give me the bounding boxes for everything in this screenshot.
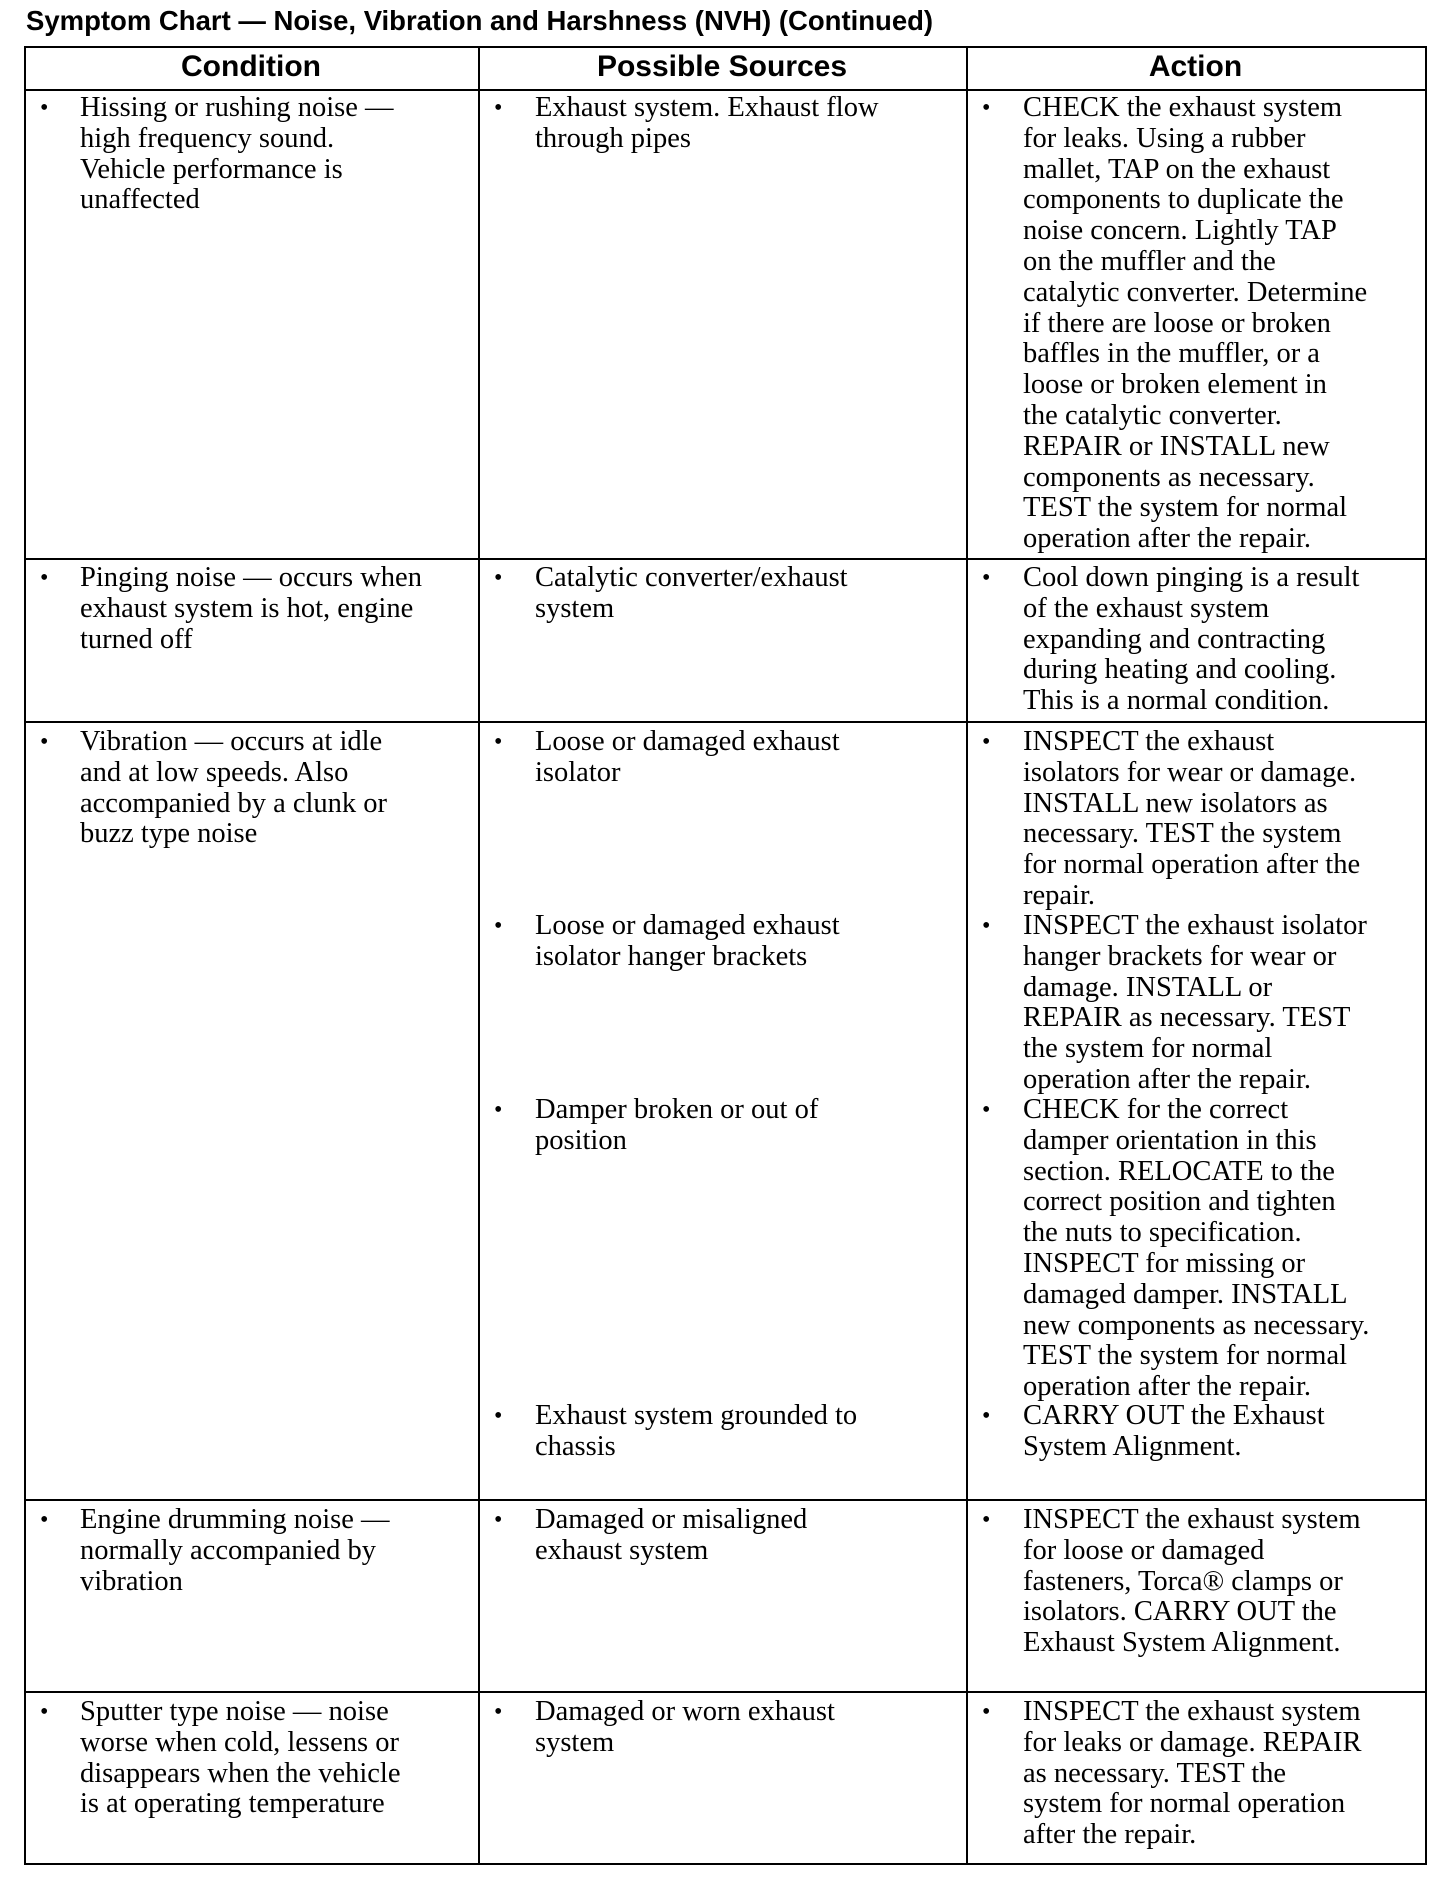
action-text-line: on the muffler and the	[1023, 246, 1276, 277]
source-text-line: system	[535, 592, 615, 624]
action-text-line: for loose or damaged	[1023, 1534, 1265, 1566]
action-text-line: expanding and contracting	[1023, 623, 1326, 655]
condition-text-line: worse when cold, lessens or	[80, 1726, 399, 1758]
action-text-line: as necessary. TEST the	[1023, 1757, 1287, 1789]
condition-text-line: normally accompanied by	[80, 1534, 376, 1566]
action-text-line: mallet, TAP on the exhaust	[1023, 153, 1331, 185]
action-text-line: correct position and tighten	[1023, 1186, 1336, 1218]
column-border-2	[966, 46, 968, 1865]
source-text-line: isolator hanger brackets	[535, 940, 808, 972]
action-text-line: TEST the system for normal	[1023, 492, 1348, 524]
action-text-line: for leaks or damage. REPAIR	[1023, 1726, 1362, 1758]
bullet-icon: •	[982, 1507, 991, 1533]
bullet-icon: •	[494, 565, 503, 591]
condition-text-line: accompanied by a clunk or	[80, 787, 388, 819]
source-text-line: through pipes	[535, 122, 691, 154]
source-text-line: isolator	[535, 756, 621, 788]
condition-text-line: buzz type noise	[80, 818, 258, 850]
condition-text-line: turned off	[80, 623, 193, 655]
action-text-line: INSPECT the exhaust system	[1023, 1696, 1361, 1727]
bullet-icon: •	[40, 729, 49, 755]
row-border-3	[24, 1499, 1427, 1501]
action-text-line: INSPECT the exhaust isolator	[1023, 910, 1367, 941]
source-text-line: Exhaust system. Exhaust flow	[535, 92, 879, 123]
column-border-3	[1425, 46, 1427, 1865]
action-text-line: repair.	[1023, 880, 1096, 911]
action-text-line: components as necessary.	[1023, 461, 1315, 493]
action-text-line: damper orientation in this	[1023, 1124, 1317, 1156]
row-border-2	[24, 721, 1427, 723]
bullet-icon: •	[494, 1403, 503, 1429]
condition-text-line: Pinging noise — occurs when	[80, 562, 422, 593]
action-text-line: REPAIR as necessary. TEST	[1023, 1002, 1351, 1034]
action-text-line: operation after the repair.	[1023, 1064, 1312, 1095]
action-text-line: CARRY OUT the Exhaust	[1023, 1400, 1325, 1431]
action-text-line: if there are loose or broken	[1023, 307, 1331, 339]
action-text-line: for leaks. Using a rubber	[1023, 122, 1306, 154]
action-text-line: catalytic converter. Determine	[1023, 276, 1368, 308]
column-border-1	[478, 46, 480, 1865]
action-text-line: of the exhaust system	[1023, 592, 1270, 624]
source-text-line: Loose or damaged exhaust	[535, 726, 840, 757]
bullet-icon: •	[494, 1699, 503, 1725]
bullet-icon: •	[494, 1507, 503, 1533]
source-text-line: Damper broken or out of	[535, 1094, 819, 1125]
action-text-line: after the repair.	[1023, 1819, 1197, 1851]
bullet-icon: •	[494, 913, 503, 939]
bullet-icon: •	[982, 1699, 991, 1725]
row-border-4	[24, 1691, 1427, 1693]
action-text-line: section. RELOCATE to the	[1023, 1155, 1335, 1187]
bullet-icon: •	[982, 729, 991, 755]
condition-text-line: unaffected	[80, 184, 200, 216]
column-border-0	[24, 46, 26, 1865]
action-text-line: the catalytic converter.	[1023, 400, 1282, 431]
condition-text-line: Hissing or rushing noise —	[80, 92, 394, 123]
action-text-line: Cool down pinging is a result	[1023, 562, 1360, 593]
bullet-icon: •	[40, 565, 49, 591]
source-text-line: Damaged or worn exhaust	[535, 1696, 835, 1727]
bullet-icon: •	[494, 729, 503, 755]
condition-text-line: and at low speeds. Also	[80, 756, 349, 788]
action-text-line: loose or broken element in	[1023, 369, 1327, 401]
condition-text-line: disappears when the vehicle	[80, 1757, 401, 1789]
condition-text-line: Engine drumming noise —	[80, 1504, 390, 1535]
action-text-line: CHECK for the correct	[1023, 1094, 1289, 1125]
action-text-line: INSTALL new isolators as	[1023, 787, 1328, 819]
action-text-line: hanger brackets for wear or	[1023, 940, 1337, 972]
action-text-line: operation after the repair.	[1023, 523, 1312, 555]
action-text-line: TEST the system for normal	[1023, 1340, 1348, 1372]
action-text-line: operation after the repair.	[1023, 1371, 1312, 1403]
action-text-line: isolators. CARRY OUT the	[1023, 1596, 1337, 1628]
condition-text-line: Sputter type noise — noise	[80, 1696, 389, 1727]
action-text-line: fasteners, Torca® clamps or	[1023, 1565, 1343, 1597]
action-text-line: system for normal operation	[1023, 1788, 1346, 1820]
action-text-line: noise concern. Lightly TAP	[1023, 215, 1337, 247]
bullet-icon: •	[982, 95, 991, 121]
bullet-icon: •	[982, 913, 991, 939]
source-text-line: system	[535, 1726, 615, 1758]
action-text-line: the system for normal	[1023, 1033, 1273, 1065]
bullet-icon: •	[982, 565, 991, 591]
bullet-icon: •	[40, 95, 49, 121]
source-text-line: Exhaust system grounded to	[535, 1400, 858, 1431]
action-text-line: necessary. TEST the system	[1023, 818, 1342, 850]
action-text-line: Exhaust System Alignment.	[1023, 1627, 1341, 1659]
source-text-line: Damaged or misaligned	[535, 1504, 808, 1535]
action-text-line: INSPECT the exhaust system	[1023, 1504, 1361, 1535]
bullet-icon: •	[494, 95, 503, 121]
action-text-line: REPAIR or INSTALL new	[1023, 430, 1330, 462]
source-text-line: Loose or damaged exhaust	[535, 910, 840, 941]
bullet-icon: •	[982, 1097, 991, 1123]
action-text-line: baffles in the muffler, or a	[1023, 338, 1320, 370]
bullet-icon: •	[40, 1699, 49, 1725]
condition-text-line: vibration	[80, 1565, 183, 1597]
page-title: Symptom Chart — Noise, Vibration and Harshness (NVH) (Continued)	[26, 5, 934, 36]
bullet-icon: •	[494, 1097, 503, 1123]
action-text-line: isolators for wear or damage.	[1023, 756, 1357, 788]
header-action: Action	[1148, 50, 1243, 83]
bullet-icon: •	[40, 1507, 49, 1533]
action-text-line: System Alignment.	[1023, 1430, 1242, 1462]
action-text-line: CHECK the exhaust system	[1023, 92, 1343, 123]
row-border-5	[24, 1863, 1427, 1865]
action-text-line: damaged damper. INSTALL	[1023, 1278, 1348, 1310]
source-text-line: position	[535, 1124, 627, 1156]
action-text-line: new components as necessary.	[1023, 1309, 1370, 1341]
action-text-line: components to duplicate the	[1023, 184, 1344, 216]
action-text-line: INSPECT the exhaust	[1023, 726, 1275, 757]
action-text-line: damage. INSTALL or	[1023, 971, 1273, 1003]
action-text-line: INSPECT for missing or	[1023, 1248, 1306, 1279]
condition-text-line: exhaust system is hot, engine	[80, 592, 414, 624]
action-text-line: the nuts to specification.	[1023, 1217, 1302, 1249]
source-text-line: chassis	[535, 1430, 616, 1462]
condition-text-line: Vibration — occurs at idle	[80, 726, 383, 757]
header-possible-sources: Possible Sources	[596, 50, 848, 83]
source-text-line: exhaust system	[535, 1534, 709, 1566]
bullet-icon: •	[982, 1403, 991, 1429]
header-condition: Condition	[181, 50, 321, 83]
action-text-line: during heating and cooling.	[1023, 654, 1337, 686]
header-bottom-border	[24, 89, 1427, 91]
row-border-1	[24, 558, 1427, 560]
action-text-line: This is a normal condition.	[1023, 685, 1330, 717]
condition-text-line: high frequency sound.	[80, 122, 335, 154]
condition-text-line: Vehicle performance is	[80, 153, 343, 185]
action-text-line: for normal operation after the	[1023, 849, 1361, 881]
condition-text-line: is at operating temperature	[80, 1788, 385, 1820]
source-text-line: Catalytic converter/exhaust	[535, 562, 848, 593]
